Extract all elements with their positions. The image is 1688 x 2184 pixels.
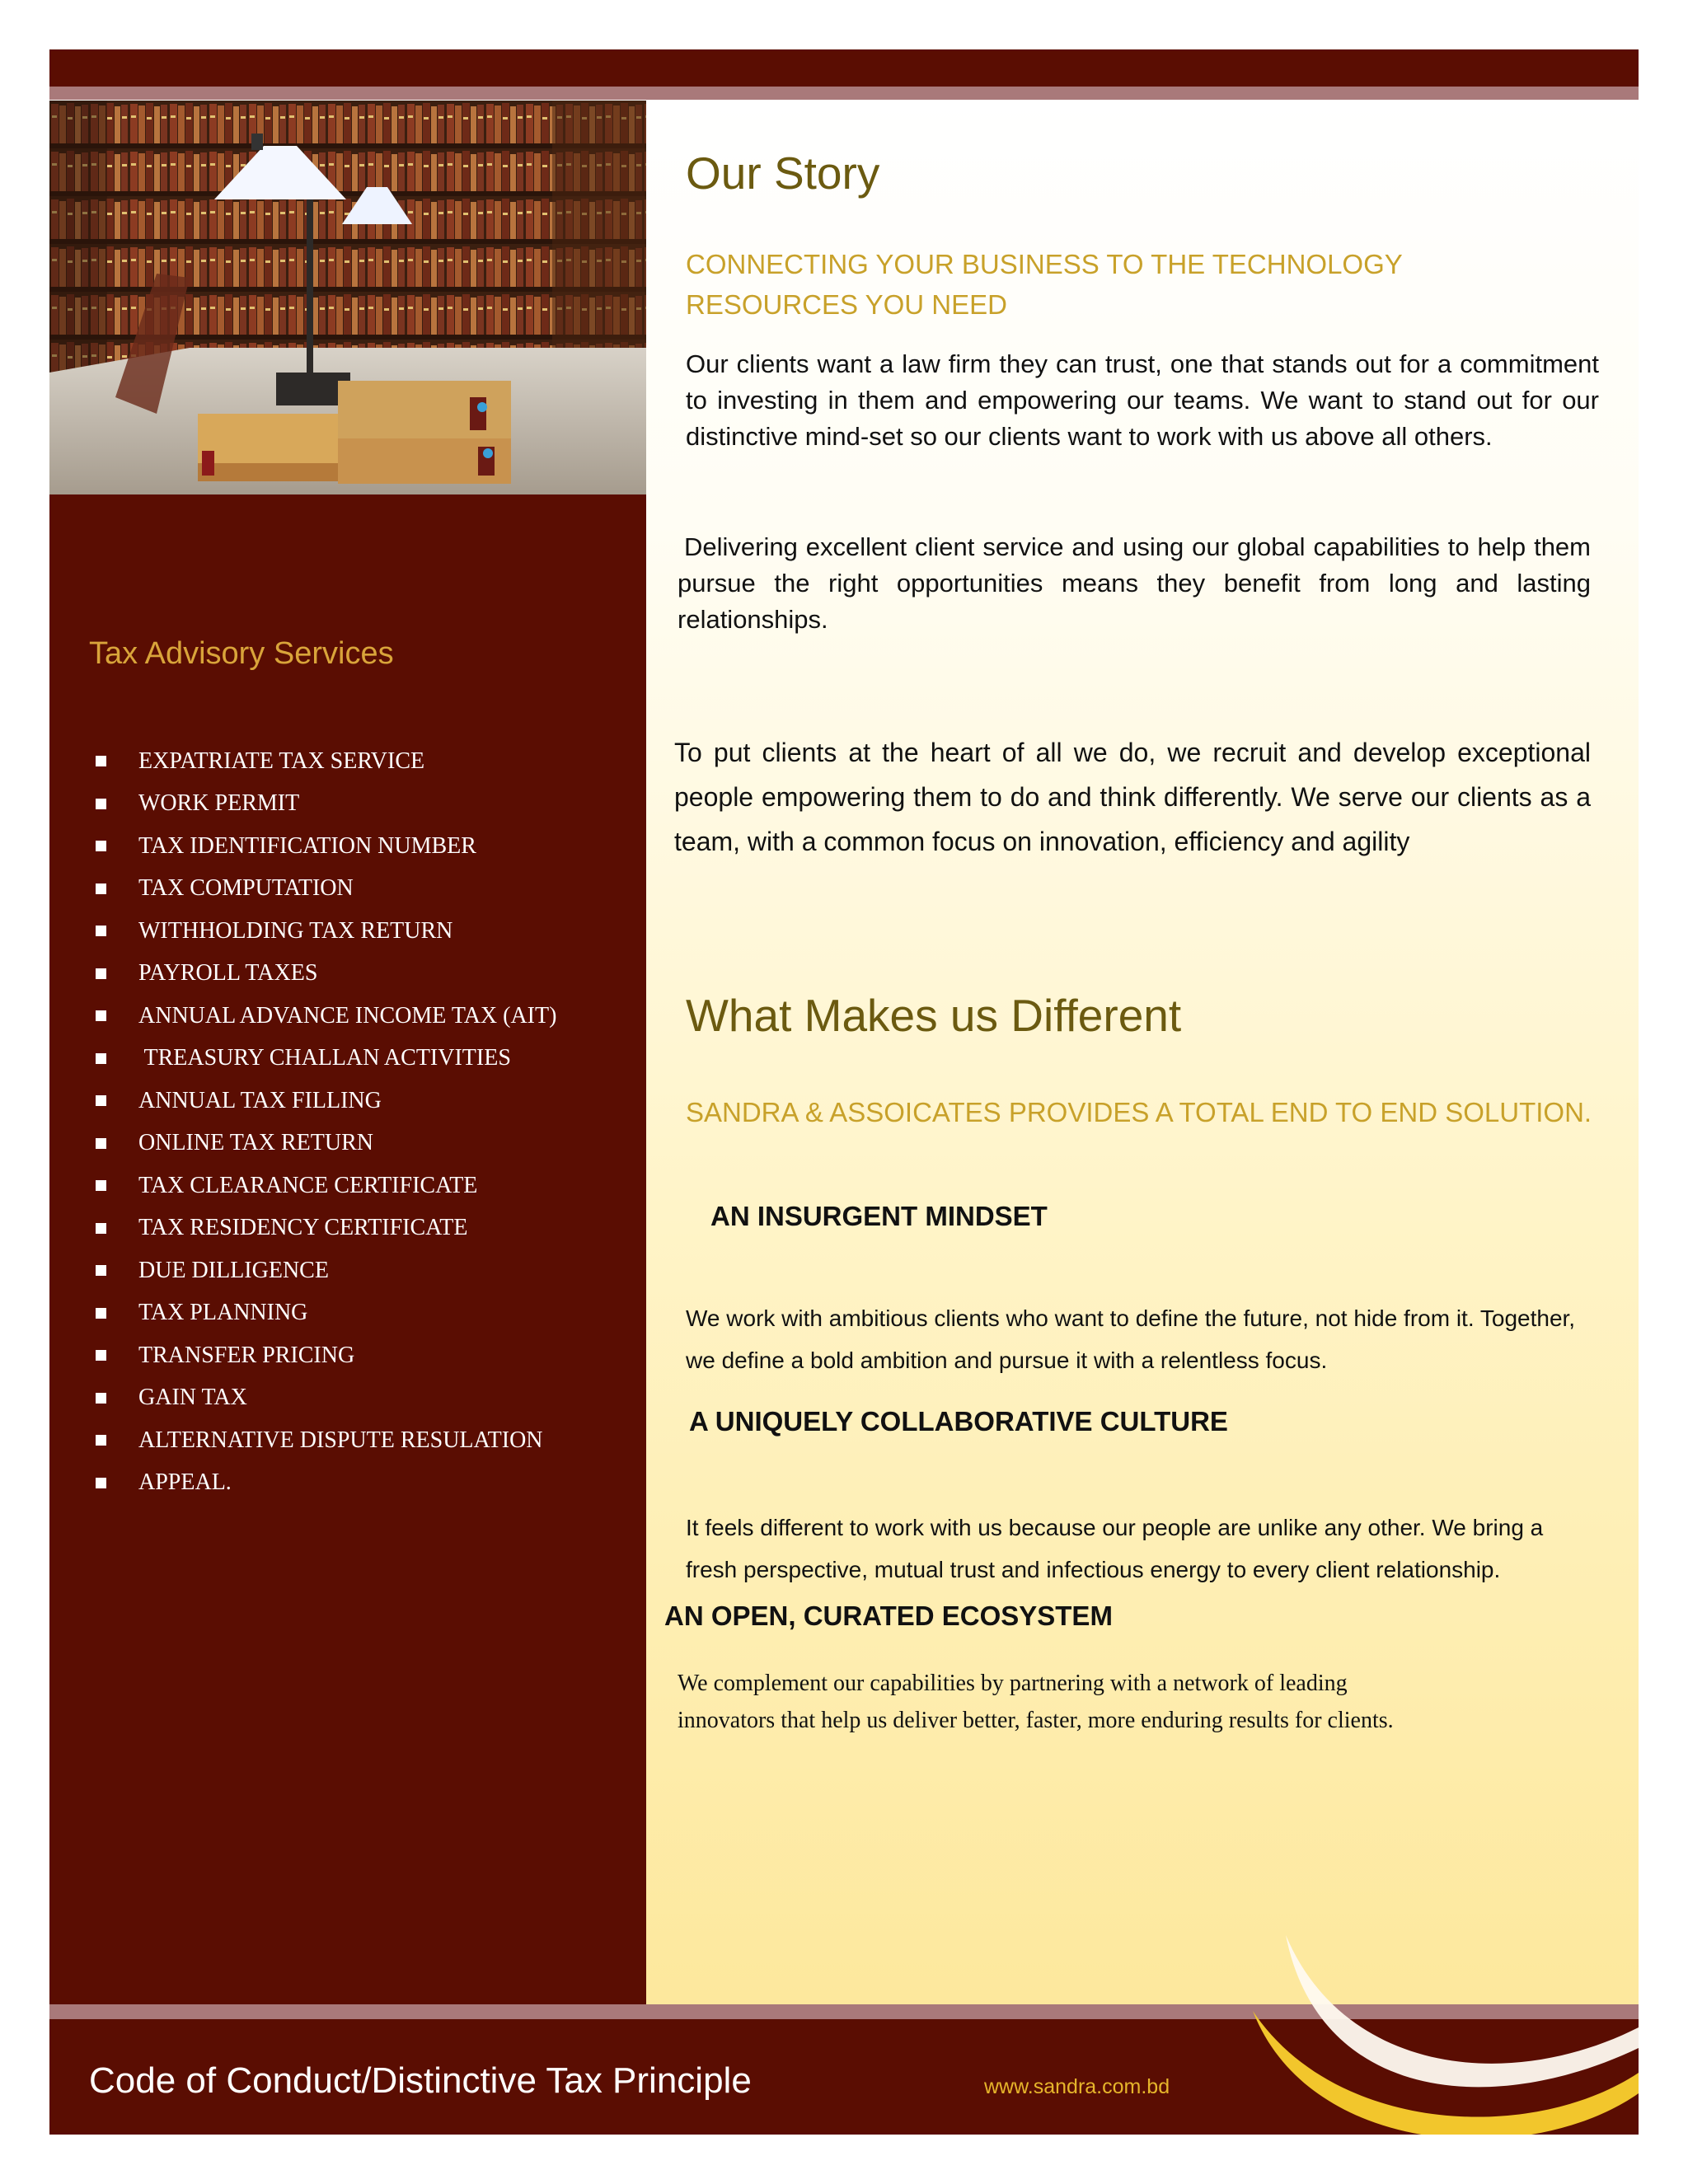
square-bullet-icon xyxy=(96,841,106,851)
service-label: GAIN TAX xyxy=(138,1385,247,1411)
square-bullet-icon xyxy=(96,1393,106,1404)
service-item xyxy=(89,1462,556,1505)
service-item xyxy=(89,1038,556,1080)
service-item xyxy=(89,1419,556,1462)
service-label: TAX CLEARANCE CERTIFICATE xyxy=(138,1172,478,1198)
square-bullet-icon xyxy=(96,1435,106,1446)
service-item xyxy=(89,1292,556,1335)
service-label: TAX IDENTIFICATION NUMBER xyxy=(138,832,476,859)
service-item xyxy=(89,1249,556,1292)
service-label: ALTERNATIVE DISPUTE RESULATION xyxy=(138,1427,543,1453)
square-bullet-icon xyxy=(96,968,106,979)
square-bullet-icon xyxy=(96,1095,106,1106)
square-bullet-icon xyxy=(96,1350,106,1361)
different-title: What Makes us Different xyxy=(686,990,1182,1041)
story-paragraph: Our clients want a law firm they can trust, one that stands out for a commitment to investing in them and empowering our teams. We want to stand out for our distinctive mind-set so our clients want to work with us above all others. xyxy=(686,349,1599,451)
service-item xyxy=(89,1377,556,1420)
service-item xyxy=(89,910,556,953)
square-bullet-icon xyxy=(96,1180,106,1191)
hero-image xyxy=(49,101,649,494)
brochure-page xyxy=(49,49,1639,2135)
service-label: TREASURY CHALLAN ACTIVITIES xyxy=(138,1045,511,1071)
service-label: WORK PERMIT xyxy=(138,790,300,817)
section-heading: AN INSURGENT MINDSET xyxy=(710,1201,1048,1231)
different-subtitle: SANDRA & ASSOICATES PROVIDES A TOTAL END TO END SOLUTION. xyxy=(686,1097,1592,1127)
square-bullet-icon xyxy=(96,1223,106,1234)
service-label: TAX COMPUTATION xyxy=(138,875,354,902)
section-heading: AN OPEN, CURATED ECOSYSTEM xyxy=(664,1601,1113,1631)
service-item xyxy=(89,1165,556,1207)
service-label: TRANSFER PRICING xyxy=(138,1342,355,1368)
section-text: We work with ambitious clients who want to define the future, not hide from it. Together, we define a bold ambition and pursue it with a relentless focus. xyxy=(686,1305,1576,1373)
service-item xyxy=(89,1334,556,1377)
story-title: Our Story xyxy=(686,148,880,199)
service-label: ONLINE TAX RETURN xyxy=(138,1130,373,1156)
service-item xyxy=(89,825,556,868)
service-item xyxy=(89,953,556,996)
website-link[interactable]: www.sandra.com.bd xyxy=(984,2075,1170,2098)
service-item xyxy=(89,783,556,826)
square-bullet-icon xyxy=(96,1053,106,1064)
service-item xyxy=(89,1207,556,1250)
section-text: We complement our capabilities by partnering with a network of leading innovators that help us deliver better, faster, more enduring results for clients. xyxy=(678,1671,1394,1733)
section-heading: A UNIQUELY COLLABORATIVE CULTURE xyxy=(689,1406,1228,1436)
service-label: APPEAL. xyxy=(138,1469,232,1496)
square-bullet-icon xyxy=(96,799,106,809)
service-label: EXPATRIATE TAX SERVICE xyxy=(138,748,425,774)
top-banner-bar xyxy=(49,49,1639,87)
top-accent-stripe xyxy=(49,87,1639,100)
service-label: DUE DILLIGENCE xyxy=(138,1257,329,1283)
square-bullet-icon xyxy=(96,883,106,894)
service-label: ANNUAL ADVANCE INCOME TAX (AIT) xyxy=(138,1002,557,1029)
square-bullet-icon xyxy=(96,1265,106,1276)
story-subtitle: CONNECTING YOUR BUSINESS TO THE TECHNOLOGY RESOURCES YOU NEED xyxy=(686,249,1403,320)
decorative-swoosh-icon xyxy=(1187,1896,1639,2135)
service-item xyxy=(89,995,556,1038)
service-label: PAYROLL TAXES xyxy=(138,960,318,987)
service-item xyxy=(89,740,556,783)
story-paragraph: To put clients at the heart of all we do, we recruit and develop exceptional people empowering them to do and think differently. We serve our clients as a team, with a common focus on innovation, efficiency and agility xyxy=(674,738,1591,856)
service-label: TAX PLANNING xyxy=(138,1300,308,1326)
service-item xyxy=(89,1122,556,1165)
square-bullet-icon xyxy=(96,1010,106,1021)
story-paragraph: Delivering excellent client service and using our global capabilities to help them pursue the right opportunities means they benefit from long and lasting relationships. xyxy=(678,532,1591,634)
square-bullet-icon xyxy=(96,756,106,766)
square-bullet-icon xyxy=(96,1138,106,1149)
service-label: ANNUAL TAX FILLING xyxy=(138,1087,382,1113)
square-bullet-icon xyxy=(96,1478,106,1488)
law-library-desk-lamp-books-image xyxy=(49,101,649,494)
square-bullet-icon xyxy=(96,926,106,936)
service-label: WITHHOLDING TAX RETURN xyxy=(138,917,453,944)
section-text: It feels different to work with us because our people are unlike any other. We bring a fresh perspective, mutual trust and infectious energy to every client relationship. xyxy=(686,1515,1544,1582)
services-list xyxy=(89,740,556,1504)
service-item xyxy=(89,868,556,911)
square-bullet-icon xyxy=(96,1308,106,1319)
service-item xyxy=(89,1080,556,1122)
footer-title: Code of Conduct/Distinctive Tax Principle xyxy=(89,2060,752,2101)
sidebar-title: Tax Advisory Services xyxy=(89,636,394,671)
service-label: TAX RESIDENCY CERTIFICATE xyxy=(138,1215,468,1241)
